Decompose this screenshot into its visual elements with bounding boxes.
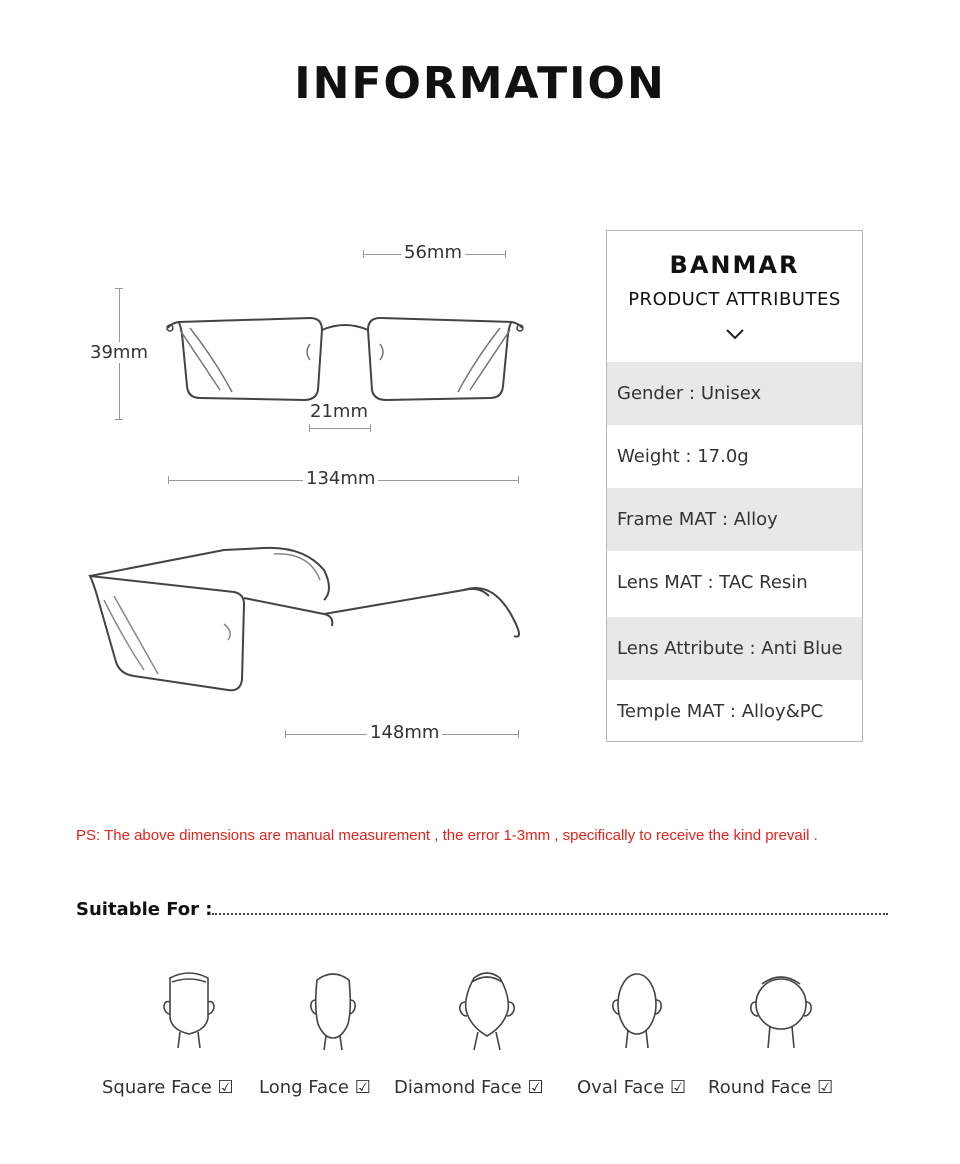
- face-label-text: Long Face: [259, 1077, 349, 1098]
- lens-height-label: 39mm: [87, 342, 151, 363]
- diamond-face-icon: [454, 968, 520, 1052]
- dotted-divider: [212, 913, 888, 915]
- temple-length-label: 148mm: [367, 722, 442, 743]
- checkbox-checked-icon: ☑: [670, 1077, 687, 1098]
- face-label-text: Square Face: [102, 1077, 212, 1098]
- checkbox-checked-icon: ☑: [354, 1077, 371, 1098]
- round-face-icon: [748, 968, 814, 1052]
- glasses-side-illustration: [84, 540, 530, 700]
- attr-row-frame-mat: Frame MAT : Alloy: [607, 488, 862, 551]
- attributes-heading: PRODUCT ATTRIBUTES: [628, 289, 841, 310]
- product-attributes-panel: [606, 230, 863, 742]
- face-label-text: Round Face: [708, 1077, 812, 1098]
- square-face-icon: [158, 968, 220, 1052]
- glasses-front-illustration: [160, 300, 530, 410]
- checkbox-checked-icon: ☑: [217, 1077, 234, 1098]
- suitable-for-label: Suitable For :: [76, 899, 213, 920]
- face-label-text: Diamond Face: [394, 1077, 522, 1098]
- face-option-diamond: [394, 1077, 544, 1098]
- attr-row-lens-mat: Lens MAT : TAC Resin: [617, 572, 808, 593]
- face-label-text: Oval Face: [577, 1077, 665, 1098]
- oval-face-icon: [606, 968, 668, 1052]
- chevron-down-icon: [725, 327, 745, 341]
- checkbox-checked-icon: ☑: [817, 1077, 834, 1098]
- frame-width-label: 134mm: [303, 468, 378, 489]
- face-option-square: [102, 1077, 234, 1098]
- attr-row-weight: Weight : 17.0g: [617, 446, 749, 467]
- face-option-long: [259, 1077, 371, 1098]
- checkbox-checked-icon: ☑: [527, 1077, 544, 1098]
- page-title: INFORMATION: [294, 58, 666, 109]
- attr-row-gender: Gender : Unisex: [607, 362, 862, 425]
- face-option-oval: [577, 1077, 686, 1098]
- attr-row-lens-attribute: Lens Attribute : Anti Blue: [607, 617, 862, 680]
- measurement-note: PS: The above dimensions are manual measurement , the error 1-3mm , specifically to receive the kind prevail .: [76, 827, 818, 844]
- brand-logo: BANMAR: [669, 251, 800, 279]
- attr-row-temple-mat: Temple MAT : Alloy&PC: [617, 701, 824, 722]
- long-face-icon: [302, 968, 364, 1052]
- bridge-width-label: 21mm: [307, 401, 371, 422]
- lens-width-label: 56mm: [401, 242, 465, 263]
- face-option-round: [708, 1077, 833, 1098]
